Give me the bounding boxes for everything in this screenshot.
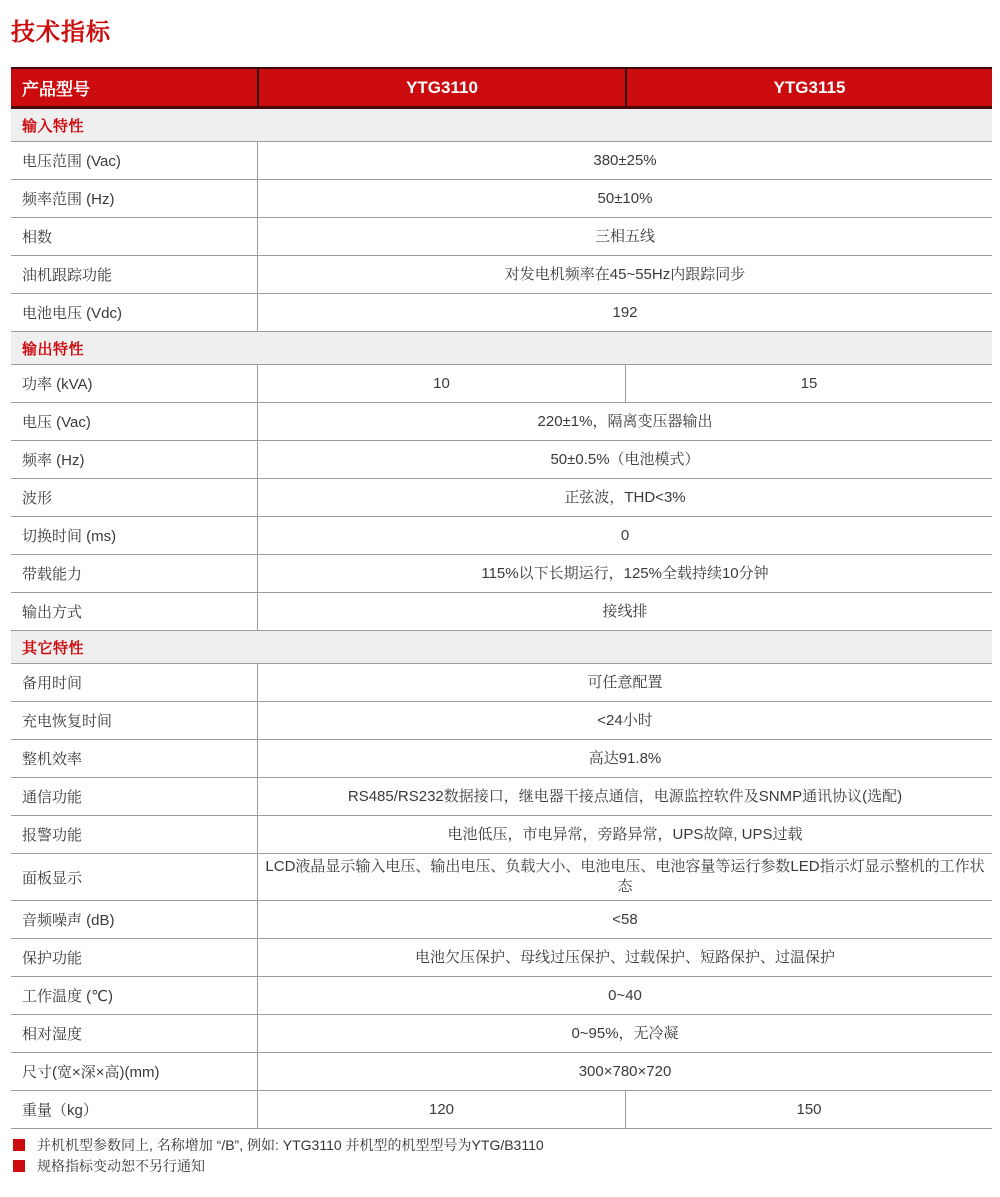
spec-label: 保护功能 [22, 950, 83, 967]
footnote-text: 规格指标变动恕不另行通知 [37, 1158, 205, 1174]
spec-row [11, 441, 992, 479]
spec-row [11, 977, 992, 1015]
spec-label: 充电恢复时间 [22, 713, 113, 730]
spec-value: 115%以下长期运行，125%全载持续10分钟 [257, 555, 992, 592]
spec-value: 192 [257, 294, 992, 331]
spec-value: LCD液晶显示输入电压、输出电压、负载大小、电池电压、电池容量等运行参数LED指示灯显示整机的工作状态 [257, 854, 992, 900]
spec-label: 波形 [22, 490, 53, 507]
spec-label: 工作温度 (℃) [22, 988, 114, 1005]
page-title: 技术指标 [11, 19, 111, 46]
spec-label: 重量（kg） [22, 1102, 98, 1119]
header-cell-model-ytg3110: YTG3110 [257, 69, 625, 106]
spec-label: 频率范围 (Hz) [22, 191, 115, 208]
footnote [13, 1136, 992, 1155]
footnote-text: 并机机型参数同上, 名称增加 “/B”, 例如: YTG3110 并机型的机型型号为YTG/B3110 [37, 1137, 544, 1153]
spec-label: 电池电压 (Vdc) [22, 305, 123, 322]
header-cell-model-ytg3115: YTG3115 [625, 69, 992, 106]
spec-label: 相数 [22, 229, 53, 246]
spec-row [11, 664, 992, 702]
spec-row [11, 702, 992, 740]
spec-label: 输出方式 [22, 604, 83, 621]
spec-value: RS485/RS232数据接口，继电器干接点通信，电源监控软件及SNMP通讯协议(选配) [257, 778, 992, 815]
spec-label: 切换时间 (ms) [22, 528, 117, 545]
spec-value: 15 [625, 365, 992, 402]
spec-row [11, 901, 992, 939]
spec-value: 150 [625, 1091, 992, 1128]
spec-row [11, 1053, 992, 1091]
spec-row [11, 403, 992, 441]
spec-label: 音频噪声 (dB) [22, 912, 115, 929]
spec-row [11, 854, 992, 901]
spec-row [11, 479, 992, 517]
spec-row [11, 593, 992, 631]
spec-row [11, 142, 992, 180]
spec-value: 对发电机频率在45~55Hz内跟踪同步 [257, 256, 992, 293]
spec-value: 正弦波，THD<3% [257, 479, 992, 516]
spec-value: 120 [257, 1091, 625, 1128]
spec-value: 0~40 [257, 977, 992, 1014]
section-title: 其它特性 [22, 639, 85, 657]
spec-row [11, 740, 992, 778]
section-title: 输出特性 [22, 340, 85, 358]
spec-label: 相对湿度 [22, 1026, 83, 1043]
spec-table-body [11, 109, 992, 1129]
spec-value: 电池低压，市电异常，旁路异常，UPS故障, UPS过载 [257, 816, 992, 853]
section-header [11, 631, 992, 664]
spec-label: 带载能力 [22, 566, 83, 583]
spec-row [11, 1015, 992, 1053]
spec-value: 接线排 [257, 593, 992, 630]
section-title: 输入特性 [22, 117, 85, 135]
spec-value: 0 [257, 517, 992, 554]
section-header [11, 109, 992, 142]
spec-value: <24小时 [257, 702, 992, 739]
spec-label: 整机效率 [22, 751, 83, 768]
spec-value: 高达91.8% [257, 740, 992, 777]
spec-value: <58 [257, 901, 992, 938]
red-square-bullet-icon [13, 1139, 25, 1151]
spec-row [11, 218, 992, 256]
spec-label: 备用时间 [22, 675, 83, 692]
spec-value: 220±1%，隔离变压器输出 [257, 403, 992, 440]
spec-row [11, 1091, 992, 1129]
red-square-bullet-icon [13, 1160, 25, 1172]
header-cell-product-model: 产品型号 [22, 80, 90, 99]
footnotes [13, 1136, 992, 1176]
spec-row [11, 517, 992, 555]
spec-label: 通信功能 [22, 789, 83, 806]
spec-value: 10 [257, 365, 625, 402]
footnote [13, 1157, 992, 1176]
spec-row [11, 816, 992, 854]
spec-value: 300×780×720 [257, 1053, 992, 1090]
spec-row [11, 555, 992, 593]
spec-label: 尺寸(宽×深×高)(mm) [22, 1064, 160, 1081]
spec-row [11, 294, 992, 332]
section-header [11, 332, 992, 365]
spec-value: 380±25% [257, 142, 992, 179]
spec-label: 功率 (kVA) [22, 376, 93, 393]
spec-label: 面板显示 [22, 869, 83, 887]
spec-table [11, 67, 992, 1129]
spec-label: 频率 (Hz) [22, 452, 85, 469]
spec-value: 50±10% [257, 180, 992, 217]
spec-label: 报警功能 [22, 827, 83, 844]
spec-value: 三相五线 [257, 218, 992, 255]
table-header-row [11, 69, 992, 109]
spec-row [11, 365, 992, 403]
spec-value: 50±0.5%（电池模式） [257, 441, 992, 478]
spec-value: 可任意配置 [257, 664, 992, 701]
spec-row [11, 778, 992, 816]
spec-label: 油机跟踪功能 [22, 267, 113, 284]
spec-value: 电池欠压保护、母线过压保护、过载保护、短路保护、过温保护 [257, 939, 992, 976]
spec-row [11, 256, 992, 294]
spec-label: 电压范围 (Vac) [22, 153, 121, 170]
spec-row [11, 939, 992, 977]
spec-row [11, 180, 992, 218]
spec-value: 0~95%，无冷凝 [257, 1015, 992, 1052]
spec-label: 电压 (Vac) [22, 414, 91, 431]
